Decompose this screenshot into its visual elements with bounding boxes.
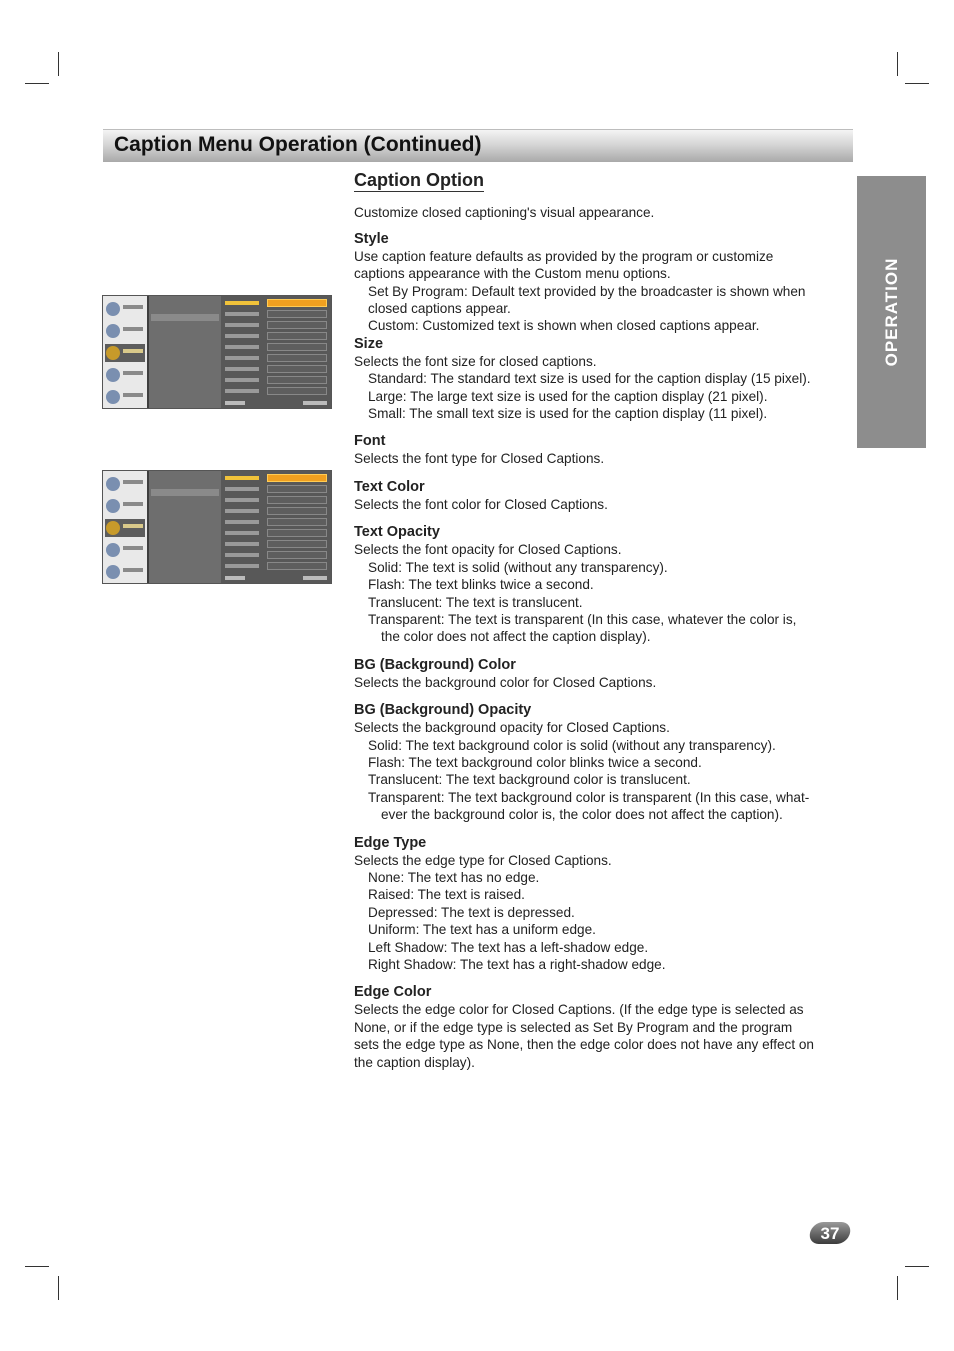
menu-caption-option-item bbox=[151, 314, 219, 321]
setup-icon bbox=[105, 475, 145, 493]
crop-mark bbox=[25, 1266, 49, 1267]
edge-type-option: None: The text has no edge. bbox=[368, 869, 540, 885]
crop-mark bbox=[58, 1276, 59, 1300]
text-color-body: Selects the font color for Closed Captions. bbox=[354, 496, 608, 512]
page-title-bar bbox=[103, 129, 853, 162]
size-option: Small: The small text size is used for the caption display (11 pixel). bbox=[368, 406, 768, 422]
crop-mark bbox=[58, 52, 59, 76]
crop-mark bbox=[897, 1276, 898, 1300]
edge-color-body: Selects the edge color for Closed Captions. (If the edge type is selected as bbox=[354, 1002, 804, 1018]
menu-row bbox=[223, 310, 329, 318]
style-option: Custom: Customized text is shown when closed captions appear. bbox=[368, 318, 760, 334]
menu-row bbox=[223, 332, 329, 340]
text-opacity-body: Selects the font opacity for Closed Captions. bbox=[354, 542, 622, 558]
caption-icon bbox=[105, 519, 145, 537]
page-number-badge bbox=[810, 1222, 850, 1246]
menu-row bbox=[223, 562, 329, 570]
edge-color-body: the caption display). bbox=[354, 1054, 475, 1070]
page-title: Caption Menu Operation (Continued) bbox=[114, 133, 482, 156]
style-option: closed captions appear. bbox=[368, 301, 511, 317]
section-title: Caption Option bbox=[354, 172, 484, 192]
menu-row bbox=[223, 540, 329, 548]
bg-opacity-option: Transparent: The text background color is transparent (In this case, what- bbox=[368, 789, 810, 805]
menu-icon-column bbox=[103, 471, 147, 583]
menu-footer bbox=[223, 401, 329, 406]
side-tab-label: OPERATION bbox=[881, 257, 901, 367]
dvr-icon bbox=[105, 388, 145, 406]
bg-opacity-option: Solid: The text background color is solid (without any transparency). bbox=[368, 737, 776, 753]
main-content bbox=[354, 172, 854, 1071]
edge-color-body: sets the edge type as None, then the edge color does not have any effect on bbox=[354, 1037, 814, 1053]
font-body: Selects the font type for Closed Captions. bbox=[354, 451, 605, 467]
text-opacity-option: Transparent: The text is transparent (In this case, whatever the color is, bbox=[368, 611, 797, 627]
option-icon bbox=[105, 322, 145, 340]
bg-opacity-body: Selects the background opacity for Closed Captions. bbox=[354, 720, 670, 736]
lock-icon bbox=[105, 366, 145, 384]
bg-opacity-option: Translucent: The text background color is translucent. bbox=[368, 772, 691, 788]
setup-icon bbox=[105, 300, 145, 318]
caption-icon bbox=[105, 344, 145, 362]
text-opacity-option: the color does not affect the caption display). bbox=[381, 629, 651, 645]
menu-row bbox=[223, 343, 329, 351]
menu-row bbox=[223, 365, 329, 373]
menu-caption-option-item bbox=[151, 489, 219, 496]
menu-screenshot-set-by-program bbox=[102, 295, 332, 409]
menu-row bbox=[223, 474, 329, 482]
menu-row bbox=[223, 496, 329, 504]
menu-icon-column bbox=[103, 296, 147, 408]
style-heading: Style bbox=[354, 230, 389, 247]
menu-row bbox=[223, 529, 329, 537]
edge-type-option: Depressed: The text is depressed. bbox=[368, 904, 575, 920]
font-heading: Font bbox=[354, 433, 386, 450]
edge-type-option: Right Shadow: The text has a right-shadow edge. bbox=[368, 957, 666, 972]
size-body: Selects the font size for closed captions. bbox=[354, 353, 597, 369]
text-opacity-heading: Text Opacity bbox=[354, 524, 440, 541]
menu-row bbox=[223, 518, 329, 526]
menu-row bbox=[223, 321, 329, 329]
option-icon bbox=[105, 497, 145, 515]
style-body: Use caption feature defaults as provided by the program or customize bbox=[354, 248, 774, 264]
bg-opacity-option: ever the background color is, the color does not affect the caption). bbox=[381, 807, 783, 823]
menu-row bbox=[223, 387, 329, 395]
menu-submenu-column bbox=[149, 296, 221, 408]
text-opacity-option: Flash: The text blinks twice a second. bbox=[368, 577, 594, 593]
lock-icon bbox=[105, 541, 145, 559]
edge-type-option: Uniform: The text has a uniform edge. bbox=[368, 922, 596, 938]
menu-row bbox=[223, 507, 329, 515]
text-opacity-option: Solid: The text is solid (without any transparency). bbox=[368, 559, 668, 575]
size-heading: Size bbox=[354, 335, 384, 352]
menu-submenu-column bbox=[149, 471, 221, 583]
style-option: Set By Program: Default text provided by the broadcaster is shown when bbox=[368, 283, 806, 299]
edge-color-body: None, or if the edge type is selected as Set By Program and the program bbox=[354, 1019, 793, 1035]
edge-type-option: Left Shadow: The text has a left-shadow edge. bbox=[368, 939, 649, 955]
text-opacity-option: Translucent: The text is translucent. bbox=[368, 594, 583, 610]
crop-mark bbox=[905, 1266, 929, 1267]
menu-row bbox=[223, 354, 329, 362]
style-body: captions appearance with the Custom menu options. bbox=[354, 266, 671, 282]
edge-color-heading: Edge Color bbox=[354, 984, 432, 1001]
edge-type-body: Selects the edge type for Closed Captions. bbox=[354, 852, 612, 868]
menu-settings-column bbox=[221, 471, 331, 583]
menu-screenshot-custom bbox=[102, 470, 332, 584]
menu-row bbox=[223, 485, 329, 493]
menu-row bbox=[223, 376, 329, 384]
crop-mark bbox=[897, 52, 898, 76]
bg-color-body: Selects the background color for Closed Captions. bbox=[354, 674, 657, 690]
crop-mark bbox=[25, 83, 49, 84]
side-tab bbox=[857, 176, 926, 448]
section-intro: Customize closed captioning's visual appearance. bbox=[354, 205, 655, 221]
menu-settings-column bbox=[221, 296, 331, 408]
menu-row bbox=[223, 551, 329, 559]
bg-opacity-heading: BG (Background) Opacity bbox=[354, 702, 532, 719]
edge-type-option: Raised: The text is raised. bbox=[368, 887, 525, 903]
menu-row bbox=[223, 299, 329, 307]
bg-color-heading: BG (Background) Color bbox=[354, 656, 516, 673]
dvr-icon bbox=[105, 563, 145, 581]
edge-type-heading: Edge Type bbox=[354, 834, 427, 851]
menu-footer bbox=[223, 576, 329, 581]
bg-opacity-option: Flash: The text background color blinks twice a second. bbox=[368, 754, 702, 770]
crop-mark bbox=[905, 83, 929, 84]
text-color-heading: Text Color bbox=[354, 478, 425, 495]
size-option: Standard: The standard text size is used for the caption display (15 pixel). bbox=[368, 371, 811, 387]
size-option: Large: The large text size is used for the caption display (21 pixel). bbox=[368, 388, 768, 404]
page-number: 37 bbox=[820, 1224, 840, 1243]
